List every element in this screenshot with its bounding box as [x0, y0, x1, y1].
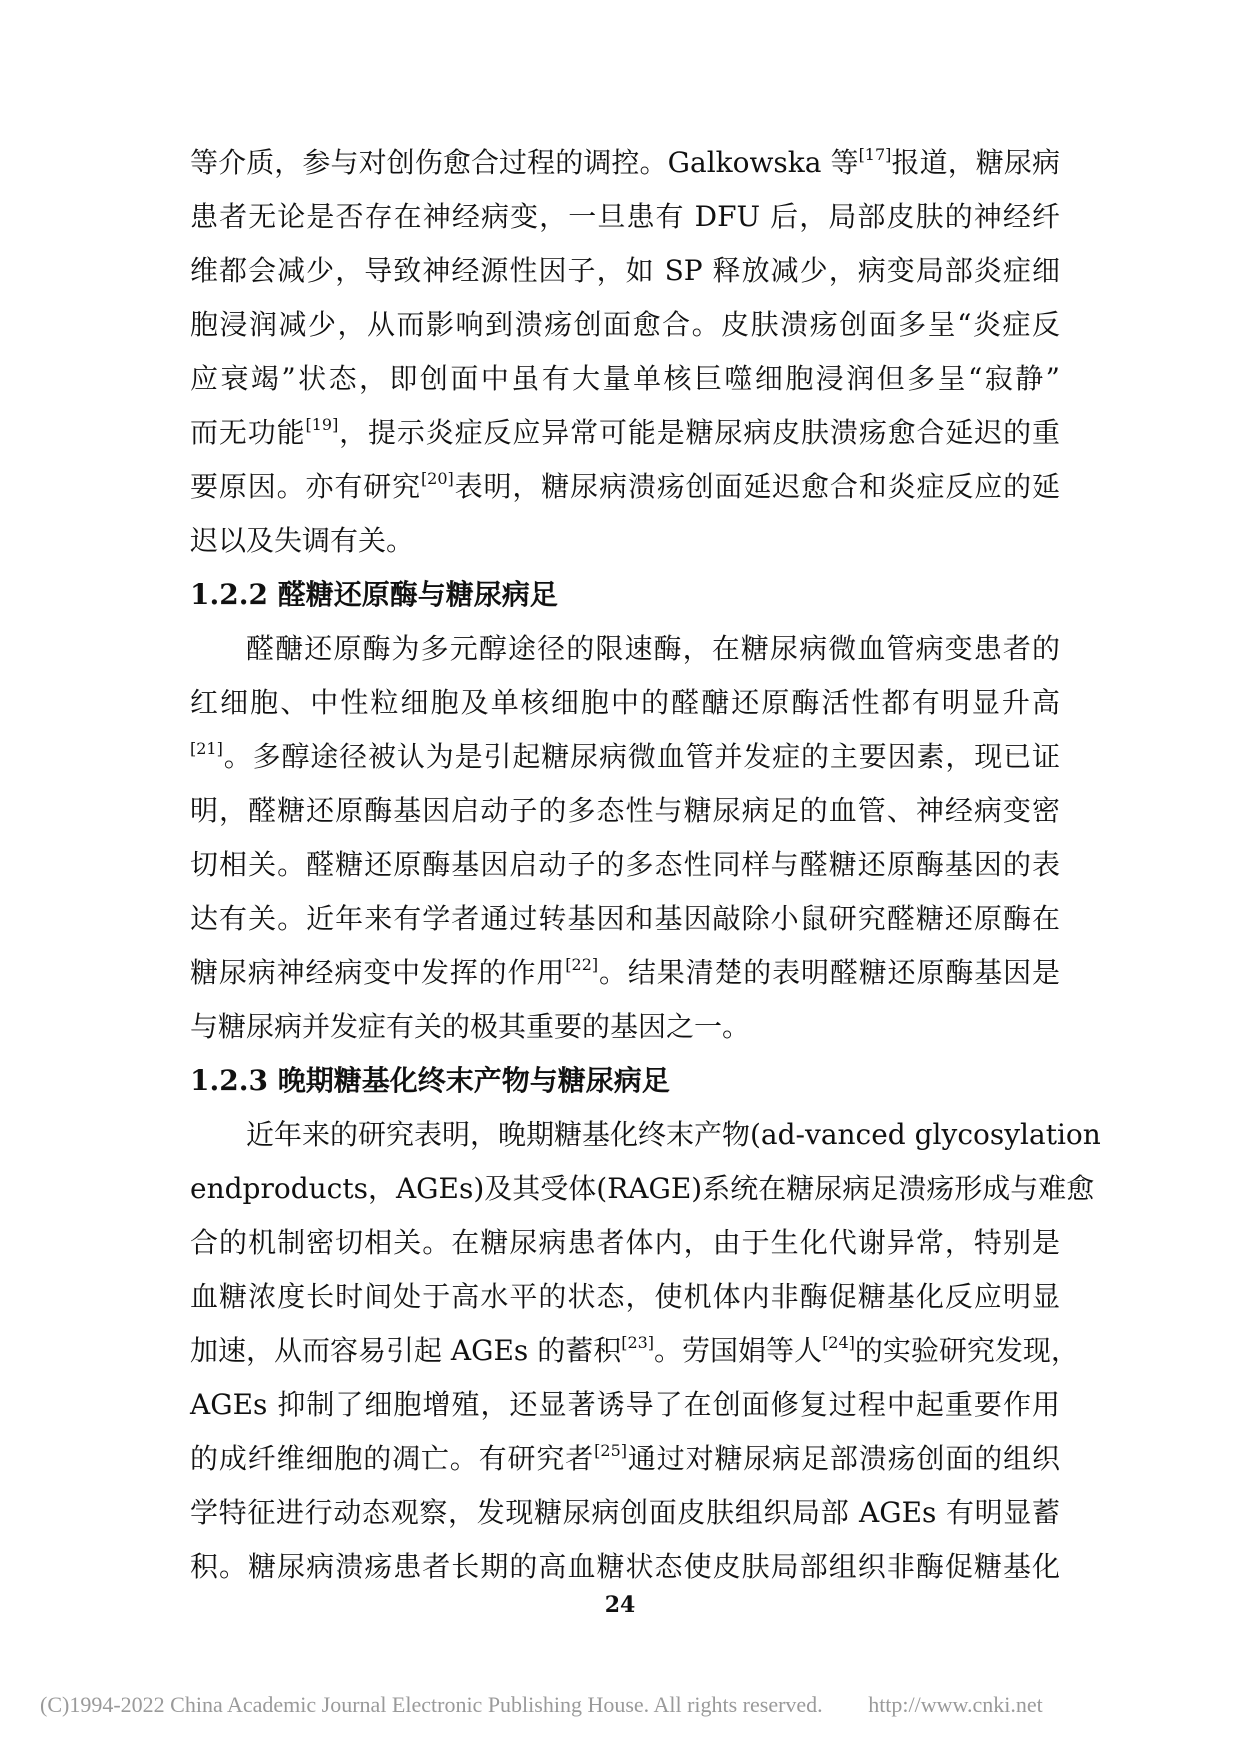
- text-line: 胞浸润减少，从而影响到溃疡创面愈合。皮肤溃疡创面多呈“炎症反: [190, 308, 1060, 341]
- text-line: 积。糖尿病溃疡患者长期的高血糖状态使皮肤局部组织非酶促糖基化: [190, 1550, 1060, 1583]
- footer-url: http://www.cnki.net: [868, 1692, 1043, 1717]
- citation: [17]: [858, 145, 892, 164]
- text-line: 与糖尿病并发症有关的极其重要的基因之一。: [190, 1010, 751, 1043]
- text-line: 合的机制密切相关。在糖尿病患者体内，由于生化代谢异常，特别是: [190, 1226, 1060, 1259]
- text-line: 糖尿病神经病变中发挥的作用[22]。结果清楚的表明醛糖还原酶基因是: [190, 955, 1060, 989]
- citation: [24]: [822, 1333, 855, 1352]
- citation: [22]: [565, 955, 599, 974]
- text-line: 切相关。醛糖还原酶基因启动子的多态性同样与醛糖还原酶基因的表: [190, 848, 1060, 881]
- text-line: 达有关。近年来有学者通过转基因和基因敲除小鼠研究醛糖还原酶在: [190, 902, 1060, 935]
- copyright-text: (C)1994-2022 China Academic Journal Electronic Publishing House. All rights reserved.: [40, 1692, 823, 1717]
- text-line: 维都会减少，导致神经源性因子，如 SP 释放减少，病变局部炎症细: [190, 254, 1060, 287]
- text-line: AGEs 抑制了细胞增殖，还显著诱导了在创面修复过程中起重要作用: [190, 1388, 1060, 1421]
- citation: [23]: [621, 1333, 655, 1352]
- section-heading-1-2-3: 1.2.3 晚期糖基化终末产物与糖尿病足: [190, 1064, 670, 1097]
- text-line: 加速，从而容易引起 AGEs 的蓄积[23]。劳国娟等人[24]的实验研究发现，: [190, 1333, 1079, 1367]
- text-line: 血糖浓度长时间处于高水平的状态，使机体内非酶促糖基化反应明显: [190, 1280, 1060, 1313]
- text-line: endproducts，AGEs)及其受体(RAGE)系统在糖尿病足溃疡形成与难愈: [190, 1172, 1095, 1205]
- text-line: 而无功能[19]，提示炎症反应异常可能是糖尿病皮肤溃疡愈合延迟的重: [190, 415, 1060, 449]
- text-line: 患者无论是否存在神经病变，一旦患有 DFU 后，局部皮肤的神经纤: [190, 200, 1060, 233]
- copyright-footer: [40, 1692, 1200, 1718]
- text-line: 应衰竭”状态，即创面中虽有大量单核巨噬细胞浸润但多呈“寂静”: [190, 362, 1060, 395]
- text-line: 明，醛糖还原酶基因启动子的多态性与糖尿病足的血管、神经病变密: [190, 794, 1060, 827]
- citation: [21]: [190, 739, 223, 758]
- text-line: 醛醣还原酶为多元醇途径的限速酶，在糖尿病微血管病变患者的: [246, 632, 1060, 665]
- paragraph-2: [190, 622, 1060, 1054]
- citation: [19]: [305, 415, 339, 434]
- text-line: 要原因。亦有研究[20]表明，糖尿病溃疡创面延迟愈合和炎症反应的延: [190, 469, 1060, 503]
- text-line: [21]。多醇途径被认为是引起糖尿病微血管并发症的主要因素，现已证: [190, 739, 1060, 773]
- citation: [20]: [420, 469, 454, 488]
- text-line: 等介质，参与对创伤愈合过程的调控。Galkowska 等[17]报道，糖尿病: [190, 145, 1060, 179]
- text-line: 红细胞、中性粒细胞及单核细胞中的醛醣还原酶活性都有明显升高: [190, 686, 1060, 719]
- paragraph-3: [190, 1108, 1101, 1594]
- text-line: 近年来的研究表明，晚期糖基化终末产物(ad-vanced glycosylation: [246, 1118, 1101, 1151]
- page-number: 24: [604, 1592, 636, 1618]
- section-heading-1-2-2: 1.2.2 醛糖还原酶与糖尿病足: [190, 578, 558, 611]
- citation: [25]: [594, 1441, 627, 1460]
- text-line: 学特征进行动态观察，发现糖尿病创面皮肤组织局部 AGEs 有明显蓄: [190, 1496, 1060, 1529]
- paragraph-1: [190, 136, 1060, 568]
- text-line: 迟以及失调有关。: [190, 524, 415, 557]
- text-line: 的成纤维细胞的凋亡。有研究者[25]通过对糖尿病足部溃疡创面的组织: [190, 1441, 1060, 1475]
